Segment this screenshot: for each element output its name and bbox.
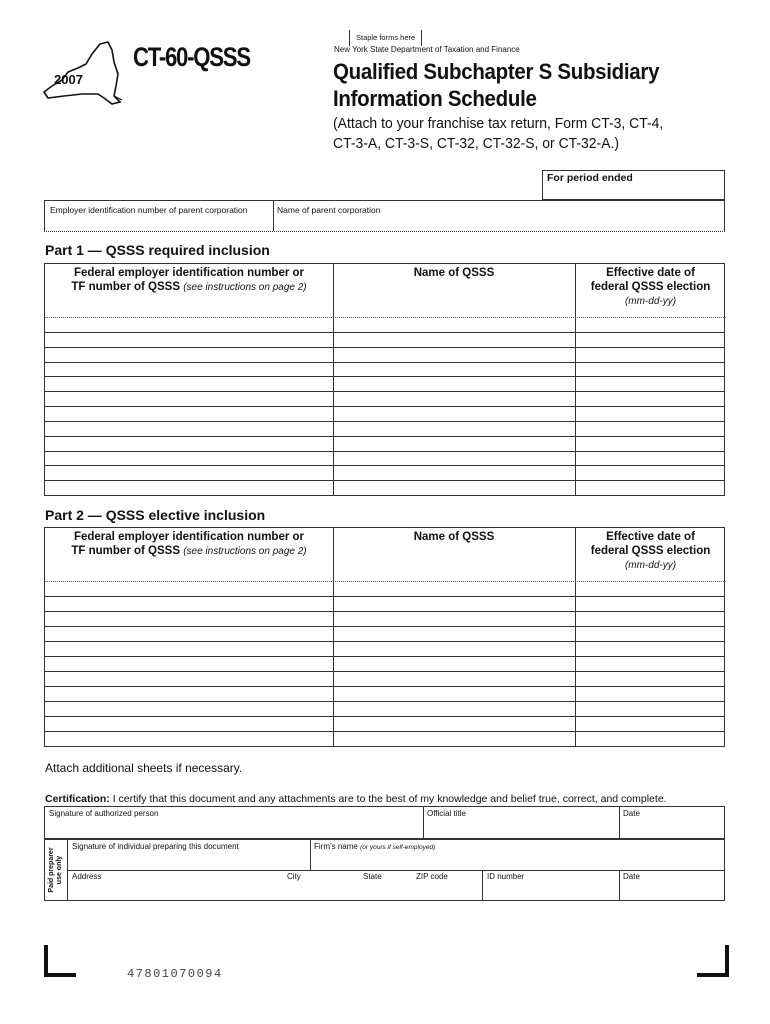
part1-fein-input[interactable] <box>47 377 331 390</box>
part2-name-input[interactable] <box>335 597 573 610</box>
scan-corner-mark-left <box>44 945 76 977</box>
part1-fein-input[interactable] <box>47 392 331 405</box>
part2-fein-input[interactable] <box>47 702 331 715</box>
certification-label: Certification: <box>45 793 110 805</box>
part1-name-input[interactable] <box>335 363 573 376</box>
part2-name-input[interactable] <box>335 732 573 745</box>
part2-col-date-line1: Effective date of <box>606 531 695 543</box>
part2-name-input[interactable] <box>335 717 573 730</box>
part2-fein-input[interactable] <box>47 597 331 610</box>
part1-col-name-header: Name of QSSS <box>413 267 495 279</box>
form-year: 2007 <box>54 72 83 87</box>
firm-name-label-text: Firm’s name <box>314 842 358 851</box>
staple-instruction: Staple forms here <box>349 30 422 46</box>
part2-date-input[interactable] <box>577 642 724 655</box>
city-label: City <box>287 872 301 881</box>
part2-col-date-format: (mm-dd-yy) <box>624 560 677 571</box>
part2-date-input[interactable] <box>577 612 724 625</box>
part1-col-fein-line2: TF number of QSSS <box>71 281 180 293</box>
attach-sheets-note: Attach additional sheets if necessary. <box>45 761 243 775</box>
part2-col-fein-line2: TF number of QSSS <box>71 545 180 557</box>
part2-name-input[interactable] <box>335 657 573 670</box>
part2-col-fein-note: (see instructions on page 2) <box>183 546 307 557</box>
form-subtitle-line2: CT-3-A, CT-3-S, CT-32, CT-32-S, or CT-32-A.) <box>333 135 620 152</box>
part1-fein-input[interactable] <box>47 422 331 435</box>
part2-table <box>44 527 725 747</box>
part1-name-input[interactable] <box>335 422 573 435</box>
part1-col-date-line2: federal QSSS election <box>590 281 711 293</box>
part1-fein-input[interactable] <box>47 407 331 420</box>
part1-date-input[interactable] <box>577 392 724 405</box>
part2-fein-input[interactable] <box>47 687 331 700</box>
certification-signature-row <box>44 806 725 839</box>
address-input[interactable] <box>69 882 480 900</box>
part1-col-date-format: (mm-dd-yy) <box>624 296 677 307</box>
part2-date-input[interactable] <box>577 732 724 745</box>
form-subtitle <box>333 114 733 154</box>
part2-fein-input[interactable] <box>47 582 331 595</box>
part1-name-input[interactable] <box>335 333 573 346</box>
part2-col-name-header: Name of QSSS <box>413 531 495 543</box>
preparer-date-input[interactable] <box>621 882 724 900</box>
authorized-signature-input[interactable] <box>47 820 421 838</box>
id-number-input[interactable] <box>484 882 617 900</box>
part1-fein-input[interactable] <box>47 333 331 346</box>
part2-name-input[interactable] <box>335 627 573 640</box>
part1-fein-input[interactable] <box>47 481 331 494</box>
part2-name-input[interactable] <box>335 612 573 625</box>
part1-name-input[interactable] <box>335 437 573 450</box>
part1-fein-input[interactable] <box>47 318 331 331</box>
firm-name-label <box>314 842 435 851</box>
part2-fein-input[interactable] <box>47 612 331 625</box>
part2-date-input[interactable] <box>577 582 724 595</box>
part2-date-input[interactable] <box>577 702 724 715</box>
part1-name-input[interactable] <box>335 348 573 361</box>
part1-date-input[interactable] <box>577 377 724 390</box>
part1-name-input[interactable] <box>335 481 573 494</box>
part1-col-date-header <box>575 264 726 317</box>
part1-table <box>44 263 725 496</box>
part1-heading: Part 1 — QSSS required inclusion <box>45 242 270 258</box>
paid-preparer-label-line2: use only <box>56 855 63 885</box>
part2-date-input[interactable] <box>577 717 724 730</box>
parent-ein-input[interactable] <box>45 212 271 230</box>
official-title-label: Official title <box>427 809 466 818</box>
part2-heading: Part 2 — QSSS elective inclusion <box>45 507 266 523</box>
form-id: CT-60-QSSS <box>133 42 250 72</box>
form-title-line2: Information Schedule <box>333 86 537 111</box>
part2-col-date-line2: federal QSSS election <box>590 545 711 557</box>
part2-date-input[interactable] <box>577 627 724 640</box>
part1-date-input[interactable] <box>577 407 724 420</box>
part1-name-input[interactable] <box>335 466 573 479</box>
part2-fein-input[interactable] <box>47 672 331 685</box>
part1-date-input[interactable] <box>577 437 724 450</box>
form-barcode-number: 47801070094 <box>127 967 223 981</box>
part1-col-fein-header <box>45 264 333 317</box>
state-label: State <box>363 872 382 881</box>
part2-col-date-header <box>575 528 726 581</box>
part2-date-input[interactable] <box>577 687 724 700</box>
part1-col-fein-line1: Federal employer identification number or <box>73 267 305 279</box>
part2-name-input[interactable] <box>335 702 573 715</box>
part1-name-input[interactable] <box>335 392 573 405</box>
part1-name-input[interactable] <box>335 318 573 331</box>
part1-fein-input[interactable] <box>47 348 331 361</box>
form-title-line1: Qualified Subchapter S Subsidiary <box>333 59 660 84</box>
part2-name-input[interactable] <box>335 582 573 595</box>
part2-col-fein-header <box>45 528 333 581</box>
part1-date-input[interactable] <box>577 333 724 346</box>
scan-corner-mark-right <box>697 945 729 977</box>
preparer-signature-input[interactable] <box>69 852 308 869</box>
part1-date-input[interactable] <box>577 452 724 465</box>
address-label: Address <box>72 872 102 881</box>
firm-name-note: (or yours if self-employed) <box>360 844 436 851</box>
part1-date-input[interactable] <box>577 422 724 435</box>
firm-name-input[interactable] <box>312 852 724 869</box>
part2-fein-input[interactable] <box>47 717 331 730</box>
part2-fein-input[interactable] <box>47 657 331 670</box>
part1-fein-input[interactable] <box>47 452 331 465</box>
part1-fein-input[interactable] <box>47 363 331 376</box>
part1-name-input[interactable] <box>335 452 573 465</box>
part1-col-fein-note: (see instructions on page 2) <box>183 282 307 293</box>
paid-preparer-section <box>44 839 725 901</box>
period-ended-label: For period ended <box>547 172 633 184</box>
part2-fein-input[interactable] <box>47 642 331 655</box>
part1-name-input[interactable] <box>335 377 573 390</box>
form-subtitle-line1: (Attach to your franchise tax return, Form CT-3, CT-4, <box>333 115 664 132</box>
certification-date-input[interactable] <box>621 820 724 838</box>
part1-fein-input[interactable] <box>47 466 331 479</box>
part2-fein-input[interactable] <box>47 732 331 745</box>
part1-name-input[interactable] <box>335 407 573 420</box>
zip-code-label: ZIP code <box>416 872 448 881</box>
paid-preparer-label-line1: Paid preparer <box>48 847 55 893</box>
department-name: New York State Department of Taxation and Finance <box>334 45 520 54</box>
part1-fein-input[interactable] <box>47 437 331 450</box>
part2-date-input[interactable] <box>577 597 724 610</box>
preparer-signature-label: Signature of individual preparing this document <box>72 842 239 851</box>
part2-date-input[interactable] <box>577 672 724 685</box>
part2-name-input[interactable] <box>335 687 573 700</box>
parent-ein-label: Employer identification number of parent corporation <box>50 205 248 215</box>
form-title <box>333 58 742 112</box>
part1-col-date-line1: Effective date of <box>606 267 695 279</box>
part1-date-input[interactable] <box>577 318 724 331</box>
part1-date-input[interactable] <box>577 481 724 494</box>
certification-statement <box>45 793 725 805</box>
official-title-input[interactable] <box>425 820 617 838</box>
authorized-signature-label: Signature of authorized person <box>49 809 159 818</box>
parent-name-label: Name of parent corporation <box>277 205 381 215</box>
part1-date-input[interactable] <box>577 363 724 376</box>
part2-col-fein-line1: Federal employer identification number or <box>73 531 305 543</box>
preparer-date-label: Date <box>623 872 640 881</box>
certification-date-label: Date <box>623 809 640 818</box>
part2-date-input[interactable] <box>577 657 724 670</box>
period-ended-field[interactable] <box>542 170 725 200</box>
part2-name-input[interactable] <box>335 642 573 655</box>
part1-date-input[interactable] <box>577 348 724 361</box>
part2-fein-input[interactable] <box>47 627 331 640</box>
id-number-label: ID number <box>487 872 525 881</box>
parent-name-input[interactable] <box>275 212 723 230</box>
part1-date-input[interactable] <box>577 466 724 479</box>
paid-preparer-side-label <box>45 840 67 900</box>
part2-name-input[interactable] <box>335 672 573 685</box>
certification-text: I certify that this document and any attachments are to the best of my knowledge and belief true, correct, and complete. <box>112 793 667 805</box>
